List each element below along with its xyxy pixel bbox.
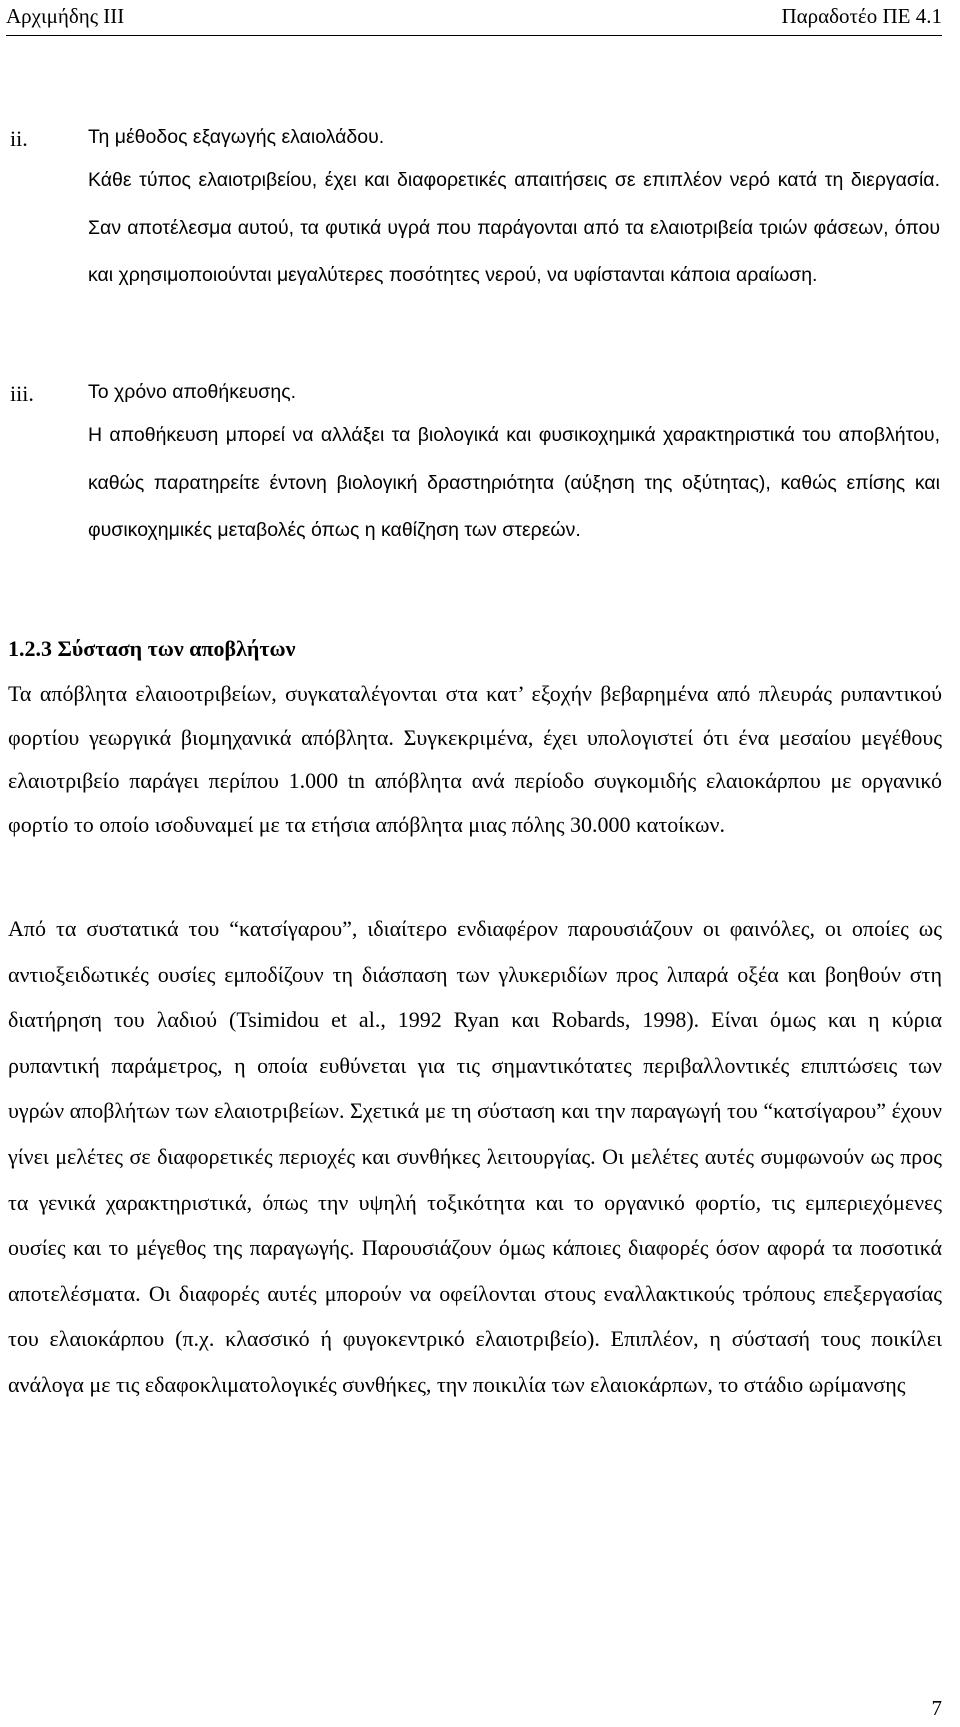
body-paragraph: Από τα συστατικά του “κατσίγαρου”, ιδιαίτερο ενδιαφέρον παρουσιάζουν οι φαινόλες, οι οποίες ως αντιοξειδωτικές ουσίες εμποδίζουν τη διάσπαση των γλυκεριδίων προς λιπαρά οξέα και βοηθούν στη διατήρηση του λαδιού (Tsimidou et al., 1992 Ryan και Robards, 1998). Είναι όμως και η κύρια ρυπαντική παράμετρος, η οποία ευθύνεται για τις σημαντικότατες περιβαλλοντικές επιπτώσεις των υγρών αποβλήτων των ελαιοτριβείων. Σχετικά με τη σύσταση και την παραγωγή του “κατσίγαρου” έχουν γίνει μελέτες σε διαφορετικές περιοχές και συνθήκες λειτουργίας. Οι μελέτες αυτές συμφωνούν ως προς τα γενικά χαρακτηριστικά, όπως την υψηλή τοξικότητα και το οργανικό φορτίο, τις εμπεριεχόμενες ουσίες και το μέγεθος της παραγωγής. Παρουσιάζουν όμως κάποιες διαφορές όσον αφορά τα ποσοτικά αποτελέσματα. Οι διαφορές αυτές μπορούν να οφείλονται στους εναλλακτικούς τρόπους επεξεργασίας του ελαιοκάρπου (π.χ. κλασσικό ή φυγοκεντρικό ελαιοτριβείο). Επιπλέον, η σύστασή τους ποικίλει ανάλογα με τις εδαφοκλιματολογικές συνθήκες, την ποικιλία των ελαιοκάρπων, το στάδιο ωρίμανσης bbox=[8, 916, 942, 1397]
list-item-title: Το χρόνο αποθήκευσης. bbox=[88, 381, 297, 403]
list-item-number: iii. bbox=[10, 381, 34, 406]
page-header bbox=[6, 4, 942, 38]
body-paragraph: Τα απόβλητα ελαιοοτριβείων, συγκαταλέγονται στα κατ’ εξοχήν βεβαρημένα από πλευράς ρυπαντικού φορτίου γεωργικά βιομηχανικά απόβλητα. Συγκεκριμένα, έχει υπολογιστεί ότι ένα μεσαίου μεγέθους ελαιοτριβείο παράγει περίπου 1.000 tn απόβλητα ανά περίοδο συγκομιδής ελαιοκάρπου με οργανικό φορτίο το οποίο ισοδυναμεί με τα ετήσια απόβλητα μιας πόλης 30.000 κατοίκων. bbox=[8, 681, 942, 837]
list-item-number: ii. bbox=[10, 126, 28, 151]
header-divider bbox=[6, 35, 942, 36]
header-project-title: Αρχιμήδης ΙΙΙ bbox=[6, 4, 125, 28]
section-heading: 1.2.3 Σύσταση των αποβλήτων bbox=[8, 636, 296, 661]
page-number: 7 bbox=[931, 1696, 942, 1720]
list-item-title: Τη μέθοδος εξαγωγής ελαιολάδου. bbox=[88, 126, 385, 148]
list-item-body: Κάθε τύπος ελαιοτριβείου, έχει και διαφορετικές απαιτήσεις σε επιπλέον νερό κατά τη διεργασία. Σαν αποτέλεσμα αυτού, τα φυτικά υγρά που παράγονται από τα ελαιοτριβεία τριών φάσεων, όπου και χρησιμοποιούνται μεγαλύτερες ποσότητες νερού, να υφίστανται κάποια αραίωση. bbox=[88, 169, 940, 286]
header-deliverable: Παραδοτέο ΠΕ 4.1 bbox=[781, 4, 942, 28]
list-item-body: Η αποθήκευση μπορεί να αλλάξει τα βιολογικά και φυσικοχημικά χαρακτηριστικά του αποβλήτου, καθώς παρατηρείτε έντονη βιολογική δραστηριότητα (αύξηση της οξύτητας), καθώς επίσης και φυσικοχημικές μεταβολές όπως η καθίζηση των στερεών. bbox=[88, 424, 940, 541]
